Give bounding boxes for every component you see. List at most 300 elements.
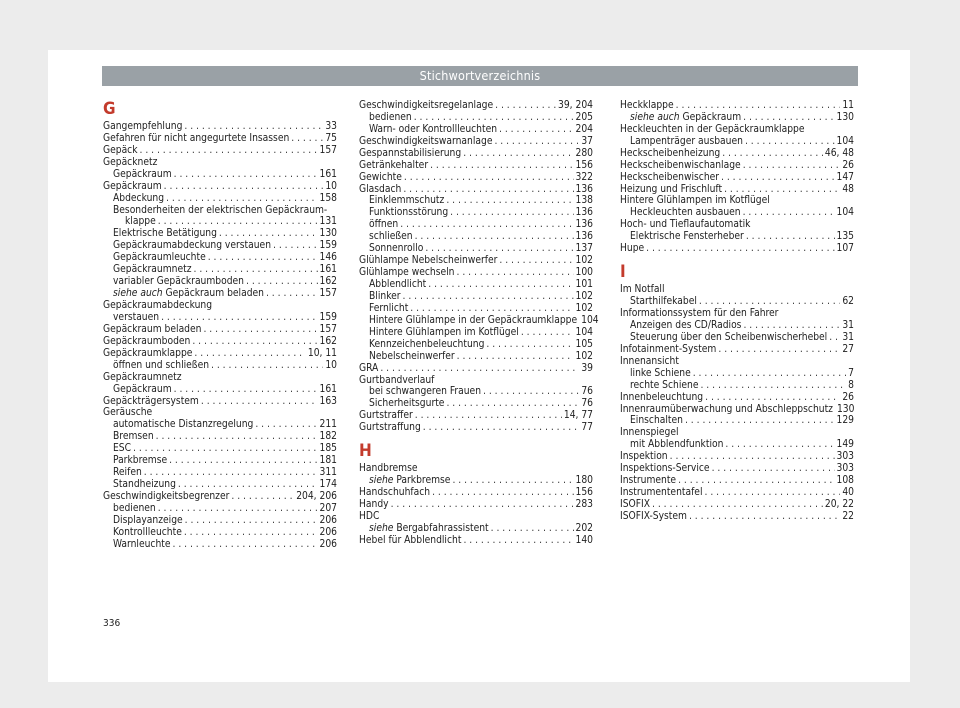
entry-term bbox=[369, 339, 484, 351]
dot-leader bbox=[185, 515, 318, 527]
dot-leader bbox=[192, 336, 317, 348]
entry-term bbox=[113, 252, 206, 264]
entry-page-ref[interactable]: 136 bbox=[575, 207, 593, 219]
entry-page-ref[interactable]: 136 bbox=[575, 231, 593, 243]
entry-page-ref[interactable]: 161 bbox=[319, 264, 337, 276]
index-subentry bbox=[103, 384, 337, 396]
index-subentry bbox=[359, 196, 593, 208]
dot-leader bbox=[721, 172, 834, 184]
index-entry bbox=[620, 427, 854, 439]
dot-leader bbox=[404, 172, 574, 184]
index-entry bbox=[103, 372, 337, 384]
entry-text: Heckleuchten ausbauen bbox=[630, 207, 741, 219]
index-subentry bbox=[359, 314, 599, 327]
dot-leader bbox=[676, 100, 841, 112]
entry-page-ref[interactable]: 102 bbox=[575, 290, 593, 302]
entry-page-ref[interactable]: 48 bbox=[842, 183, 854, 195]
dot-leader bbox=[425, 243, 573, 255]
entry-page-ref[interactable]: 180 bbox=[575, 475, 593, 487]
entry-page-ref[interactable]: 283 bbox=[575, 499, 593, 511]
entry-text: ESC bbox=[113, 443, 132, 455]
dot-leader bbox=[725, 439, 834, 451]
index-subentry bbox=[103, 431, 337, 443]
entry-text: Instrumente bbox=[620, 475, 677, 487]
entry-page-ref[interactable]: 108 bbox=[836, 475, 854, 487]
entry-term bbox=[113, 419, 253, 431]
entry-term bbox=[113, 384, 172, 396]
entry-term bbox=[113, 455, 167, 467]
entry-term bbox=[620, 160, 741, 172]
index-subentry bbox=[620, 296, 854, 308]
dot-leader bbox=[140, 145, 318, 157]
entry-page-ref[interactable]: 31 bbox=[842, 319, 854, 331]
entry-page-ref[interactable]: 46, 48 bbox=[824, 147, 854, 159]
entry-page-ref[interactable]: 204, 206 bbox=[296, 491, 337, 503]
dot-leader bbox=[705, 487, 841, 499]
entry-page-ref[interactable]: 14, 77 bbox=[563, 410, 593, 422]
entry-term bbox=[620, 219, 750, 231]
entry-term bbox=[630, 415, 683, 427]
index-entry bbox=[103, 396, 337, 408]
entry-page-ref[interactable]: 206 bbox=[319, 514, 337, 526]
dot-leader bbox=[173, 539, 318, 551]
entry-page-ref[interactable]: 157 bbox=[319, 144, 337, 156]
entry-text: bedienen bbox=[369, 111, 412, 123]
entry-text: Inspektion bbox=[620, 451, 668, 463]
entry-term bbox=[369, 523, 489, 535]
dot-leader bbox=[646, 243, 834, 255]
entry-page-ref[interactable]: 157 bbox=[319, 323, 337, 335]
entry-term bbox=[359, 100, 493, 112]
entry-page-ref[interactable]: 130 bbox=[836, 403, 855, 415]
entry-page-ref[interactable]: 159 bbox=[319, 311, 337, 323]
index-subentry bbox=[359, 387, 593, 399]
index-subentry bbox=[620, 207, 854, 219]
index-subentry bbox=[103, 288, 337, 300]
entry-page-ref[interactable]: 10 bbox=[325, 180, 337, 192]
dot-leader bbox=[745, 136, 835, 148]
entry-page-ref[interactable]: 136 bbox=[575, 219, 593, 231]
entry-page-ref[interactable]: 102 bbox=[575, 350, 593, 362]
entry-page-ref[interactable]: 140 bbox=[575, 534, 593, 546]
entry-page-ref[interactable]: 185 bbox=[319, 443, 337, 455]
entry-page-ref[interactable]: 100 bbox=[575, 267, 593, 279]
entry-text: Gangempfehlung bbox=[103, 120, 183, 132]
entry-term bbox=[630, 136, 743, 148]
entry-text: Warn- oder Kontrollleuchten bbox=[369, 123, 498, 135]
entry-term bbox=[620, 172, 719, 184]
index-entry bbox=[359, 535, 593, 547]
dot-leader bbox=[161, 312, 317, 324]
entry-page-ref[interactable]: 104 bbox=[581, 314, 599, 326]
index-subentry bbox=[103, 252, 337, 264]
entry-term bbox=[113, 312, 159, 324]
index-entry bbox=[359, 511, 593, 523]
dot-leader bbox=[700, 380, 846, 392]
entry-term bbox=[630, 320, 741, 332]
entry-term bbox=[113, 228, 217, 240]
entry-page-ref[interactable]: 102 bbox=[575, 255, 593, 267]
dot-leader bbox=[403, 184, 573, 196]
entry-page-ref[interactable]: 62 bbox=[842, 296, 854, 308]
entry-text: Hintere Glühlampen im Kotflügel bbox=[369, 326, 519, 338]
entry-term bbox=[113, 431, 154, 443]
entry-page-ref[interactable]: 280 bbox=[575, 147, 593, 159]
index-column-1 bbox=[103, 100, 337, 551]
entry-text: Glühlampe Nebelscheinwerfer bbox=[359, 255, 498, 267]
entry-term bbox=[620, 451, 668, 463]
index-subentry bbox=[103, 193, 337, 205]
entry-page-ref[interactable]: 10, 11 bbox=[307, 347, 337, 359]
entry-term bbox=[113, 503, 156, 515]
entry-text: Glühlampe wechseln bbox=[359, 267, 455, 279]
entry-text: Gepäckraum bbox=[679, 111, 742, 123]
index-entry bbox=[620, 160, 854, 172]
entry-page-ref[interactable]: 149 bbox=[836, 439, 854, 451]
entry-text: Infotainment-System bbox=[620, 343, 717, 355]
index-entry bbox=[103, 133, 337, 145]
entry-text: Nebelscheinwerfer bbox=[369, 350, 455, 362]
entry-term bbox=[630, 439, 723, 451]
index-subentry bbox=[103, 455, 337, 467]
entry-page-ref[interactable]: 102 bbox=[575, 302, 593, 314]
entry-page-ref[interactable]: 211 bbox=[319, 419, 337, 431]
dot-leader bbox=[231, 491, 294, 503]
index-entry bbox=[620, 148, 854, 160]
entry-page-ref[interactable]: 130 bbox=[319, 228, 337, 240]
entry-page-ref[interactable]: 31 bbox=[842, 331, 854, 343]
index-subentry bbox=[103, 276, 337, 288]
entry-text: Sonnenrollo bbox=[369, 243, 424, 255]
entry-text: Gepäckraum bbox=[113, 383, 172, 395]
index-entry bbox=[620, 499, 854, 511]
entry-text: Hupe bbox=[620, 243, 645, 255]
entry-page-ref[interactable]: 131 bbox=[319, 216, 337, 228]
entry-page-ref[interactable]: 156 bbox=[575, 159, 593, 171]
entry-text: Abdeckung bbox=[113, 192, 165, 204]
entry-text: Heckscheibenheizung bbox=[620, 147, 721, 159]
entry-page-ref[interactable]: 161 bbox=[319, 168, 337, 180]
entry-text: automatische Distanzregelung bbox=[113, 419, 254, 431]
dot-leader bbox=[194, 264, 318, 276]
dot-leader bbox=[699, 296, 840, 308]
entry-page-ref[interactable]: 27 bbox=[842, 343, 854, 355]
index-subentry bbox=[359, 243, 593, 255]
entry-term bbox=[620, 392, 703, 404]
entry-page-ref[interactable]: 22 bbox=[842, 510, 854, 522]
entry-page-ref[interactable]: 37 bbox=[581, 135, 593, 147]
index-entry bbox=[103, 300, 337, 312]
entry-term bbox=[113, 205, 327, 217]
dot-leader bbox=[255, 419, 317, 431]
index-subentry bbox=[103, 240, 337, 252]
entry-page-ref[interactable]: 303 bbox=[836, 451, 854, 463]
dot-leader bbox=[184, 527, 318, 539]
entry-page-ref[interactable]: 104 bbox=[836, 207, 854, 219]
index-letter-heading: H bbox=[359, 441, 372, 462]
entry-page-ref[interactable]: 76 bbox=[581, 398, 593, 410]
entry-text: Heckklappe bbox=[620, 99, 674, 111]
entry-page-ref[interactable]: 207 bbox=[319, 502, 337, 514]
see-reference: siehe auch bbox=[113, 288, 163, 300]
entry-page-ref[interactable]: 136 bbox=[575, 183, 593, 195]
entry-text: Gepäckträgersystem bbox=[103, 395, 199, 407]
entry-term bbox=[359, 375, 434, 387]
index-subentry bbox=[359, 327, 593, 339]
dot-leader bbox=[685, 415, 835, 427]
entry-text: Standheizung bbox=[113, 479, 176, 491]
index-subentry bbox=[359, 207, 593, 219]
entry-text: Sicherheitsgurte bbox=[369, 398, 445, 410]
entry-term bbox=[103, 372, 182, 384]
index-subentry bbox=[359, 475, 593, 487]
entry-term bbox=[369, 207, 448, 219]
index-entry bbox=[103, 157, 337, 169]
entry-term bbox=[103, 491, 229, 503]
entry-term bbox=[620, 243, 644, 255]
entry-text: Abblendlicht bbox=[369, 279, 427, 291]
entry-page-ref[interactable]: 39 bbox=[581, 362, 593, 374]
entry-page-ref[interactable]: 20, 22 bbox=[824, 499, 854, 511]
entry-page-ref[interactable]: 205 bbox=[575, 111, 593, 123]
entry-text: Gewichte bbox=[359, 171, 402, 183]
entry-text: Innenraumüberwachung und Abschleppschutz bbox=[620, 403, 833, 415]
entry-text: Hoch- und Tieflaufautomatik bbox=[620, 219, 751, 231]
dot-leader bbox=[446, 398, 579, 410]
dot-leader bbox=[486, 339, 573, 351]
entry-page-ref[interactable]: 137 bbox=[575, 243, 593, 255]
entry-term bbox=[359, 267, 455, 279]
entry-page-ref[interactable]: 174 bbox=[319, 479, 337, 491]
entry-term bbox=[113, 240, 271, 252]
entry-text: Bergabfahrassistent bbox=[393, 522, 489, 534]
entry-text: Gepäckraumabdeckung verstauen bbox=[113, 240, 272, 252]
entry-text: Gurtstraffer bbox=[359, 410, 413, 422]
entry-text: variabler Gepäckraumboden bbox=[113, 276, 244, 288]
entry-text: Gefahren für nicht angegurtete Insassen bbox=[103, 132, 290, 144]
index-subentry bbox=[620, 136, 854, 148]
entry-term bbox=[103, 407, 152, 419]
entry-text: verstauen bbox=[113, 311, 160, 323]
index-subentry bbox=[359, 219, 593, 231]
entry-page-ref[interactable]: 10 bbox=[325, 359, 337, 371]
entry-text: Heckleuchten in der Gepäckraumklappe bbox=[620, 123, 805, 135]
index-entry bbox=[620, 243, 854, 255]
index-entry bbox=[620, 308, 854, 320]
index-entry bbox=[103, 324, 337, 336]
index-entry bbox=[359, 172, 593, 184]
index-subentry bbox=[359, 523, 593, 535]
entry-text: Glasdach bbox=[359, 183, 402, 195]
entry-page-ref[interactable]: 156 bbox=[575, 487, 593, 499]
entry-text: Heckscheibenwischanlage bbox=[620, 159, 741, 171]
entry-text: Gepäcknetz bbox=[103, 156, 158, 168]
entry-term bbox=[103, 157, 157, 169]
entry-page-ref[interactable]: 104 bbox=[575, 326, 593, 338]
index-subentry bbox=[103, 527, 337, 539]
entry-text: Gespannstabilisierung bbox=[359, 147, 462, 159]
entry-term bbox=[113, 443, 131, 455]
entry-page-ref[interactable]: 311 bbox=[319, 467, 337, 479]
entry-page-ref[interactable]: 162 bbox=[319, 335, 337, 347]
entry-page-ref[interactable]: 75 bbox=[325, 132, 337, 144]
index-entry bbox=[359, 136, 593, 148]
entry-text: Innenansicht bbox=[620, 355, 679, 367]
index-entry bbox=[620, 184, 854, 196]
entry-text: Warnleuchte bbox=[113, 538, 171, 550]
entry-page-ref[interactable]: 204 bbox=[575, 123, 593, 135]
entry-text: GRA bbox=[359, 362, 379, 374]
entry-term bbox=[369, 327, 519, 339]
index-column-2 bbox=[359, 99, 599, 547]
entry-term bbox=[369, 351, 455, 363]
index-subentry bbox=[359, 231, 593, 243]
entry-term bbox=[359, 363, 378, 375]
index-entry bbox=[620, 451, 854, 463]
dot-leader bbox=[174, 169, 318, 181]
index-entry bbox=[620, 284, 854, 296]
entry-page-ref[interactable]: 104 bbox=[836, 135, 854, 147]
entry-text: Gepäckraum bbox=[113, 168, 172, 180]
index-entry bbox=[620, 219, 854, 231]
index-entry bbox=[620, 196, 854, 208]
entry-page-ref[interactable]: 206 bbox=[319, 526, 337, 538]
entry-term bbox=[359, 255, 497, 267]
entry-text: Einklemmschutz bbox=[369, 195, 445, 207]
entry-text: Fernlicht bbox=[369, 302, 409, 314]
index-entry bbox=[359, 255, 593, 267]
entry-text: Handschuhfach bbox=[359, 487, 431, 499]
index-entry bbox=[359, 410, 593, 422]
entry-page-ref[interactable]: 162 bbox=[319, 276, 337, 288]
entry-term bbox=[103, 300, 212, 312]
index-subentry bbox=[620, 320, 854, 332]
entry-term bbox=[620, 487, 703, 499]
entry-page-ref[interactable]: 322 bbox=[575, 171, 593, 183]
entry-term bbox=[620, 463, 710, 475]
dot-leader bbox=[432, 487, 573, 499]
entry-page-ref[interactable]: 8 bbox=[848, 379, 854, 391]
dot-leader bbox=[743, 112, 834, 124]
entry-term bbox=[103, 133, 289, 145]
index-entry bbox=[103, 408, 337, 420]
entry-text: ISOFIX bbox=[620, 499, 650, 511]
entry-text: Heckscheibenwischer bbox=[620, 171, 720, 183]
entry-term bbox=[620, 100, 674, 112]
entry-page-ref[interactable]: 303 bbox=[836, 463, 854, 475]
dot-leader bbox=[410, 303, 573, 315]
dot-leader bbox=[430, 160, 573, 172]
index-entry bbox=[103, 336, 337, 348]
index-subentry bbox=[359, 351, 593, 363]
entry-page-ref[interactable]: 163 bbox=[319, 395, 337, 407]
dot-leader bbox=[743, 320, 840, 332]
entry-page-ref[interactable]: 181 bbox=[319, 455, 337, 467]
dot-leader bbox=[415, 410, 562, 422]
index-subentry bbox=[103, 515, 337, 527]
index-subentry bbox=[103, 539, 337, 551]
entry-page-ref[interactable]: 40 bbox=[842, 487, 854, 499]
index-subentry bbox=[620, 112, 854, 124]
entry-term bbox=[103, 396, 199, 408]
index-subentry bbox=[620, 368, 854, 380]
entry-text: bedienen bbox=[113, 502, 156, 514]
dot-leader bbox=[174, 384, 318, 396]
dot-leader bbox=[712, 463, 835, 475]
dot-leader bbox=[705, 392, 840, 404]
entry-page-ref[interactable]: 159 bbox=[319, 240, 337, 252]
index-letter-heading: G bbox=[103, 99, 116, 119]
entry-page-ref[interactable]: 39, 204 bbox=[558, 99, 593, 111]
entry-term bbox=[113, 193, 164, 205]
entry-text: Im Notfall bbox=[620, 284, 665, 296]
entry-text: rechte Schiene bbox=[630, 379, 699, 391]
dot-leader bbox=[463, 148, 573, 160]
entry-page-ref[interactable]: 158 bbox=[319, 192, 337, 204]
dot-leader bbox=[450, 207, 573, 219]
index-subentry bbox=[103, 419, 337, 431]
dot-leader bbox=[743, 207, 835, 219]
index-entry bbox=[620, 511, 854, 523]
entry-page-ref[interactable]: 161 bbox=[319, 383, 337, 395]
entry-term bbox=[359, 463, 418, 475]
entry-term bbox=[630, 368, 691, 380]
entry-term bbox=[113, 479, 176, 491]
entry-page-ref[interactable]: 206 bbox=[319, 538, 337, 550]
dot-leader bbox=[144, 467, 318, 479]
index-column-3 bbox=[620, 100, 854, 523]
entry-term bbox=[620, 184, 722, 196]
entry-page-ref[interactable]: 77 bbox=[581, 422, 593, 434]
entry-text: Gepäckraumleuchte bbox=[113, 252, 206, 264]
entry-text: Funktionsstörung bbox=[369, 207, 449, 219]
entry-text: Gepäckraumabdeckung bbox=[103, 300, 213, 312]
entry-page-ref[interactable]: 26 bbox=[842, 159, 854, 171]
entry-page-ref[interactable]: 76 bbox=[581, 386, 593, 398]
see-reference: siehe auch bbox=[630, 111, 680, 123]
entry-page-ref[interactable]: 101 bbox=[575, 279, 593, 291]
entry-page-ref[interactable]: 135 bbox=[836, 231, 854, 243]
entry-page-ref[interactable]: 11 bbox=[842, 99, 854, 111]
entry-page-ref[interactable]: 129 bbox=[836, 415, 854, 427]
entry-page-ref[interactable]: 182 bbox=[319, 431, 337, 443]
index-entry bbox=[359, 375, 593, 387]
entry-page-ref[interactable]: 147 bbox=[836, 171, 854, 183]
dot-leader bbox=[452, 475, 573, 487]
entry-page-ref[interactable]: 26 bbox=[842, 391, 854, 403]
entry-page-ref[interactable]: 33 bbox=[325, 120, 337, 132]
dot-leader bbox=[457, 267, 574, 279]
entry-text: Anzeigen des CD/Radios bbox=[630, 319, 742, 331]
entry-page-ref[interactable]: 107 bbox=[836, 243, 854, 255]
entry-page-ref[interactable]: 130 bbox=[836, 111, 854, 123]
entry-text: bei schwangeren Frauen bbox=[369, 386, 482, 398]
entry-page-ref[interactable]: 146 bbox=[319, 252, 337, 264]
index-subentry bbox=[359, 398, 593, 410]
entry-page-ref[interactable]: 138 bbox=[575, 195, 593, 207]
entry-text: Gepäckraum beladen bbox=[103, 323, 202, 335]
dot-leader bbox=[266, 288, 318, 300]
entry-text: ISOFIX-System bbox=[620, 510, 687, 522]
entry-page-ref[interactable]: 157 bbox=[319, 288, 337, 300]
dot-leader bbox=[133, 443, 317, 455]
entry-text: Heizung und Frischluft bbox=[620, 183, 723, 195]
dot-leader bbox=[652, 499, 823, 511]
entry-term bbox=[369, 303, 408, 315]
entry-page-ref[interactable]: 202 bbox=[575, 522, 593, 534]
entry-page-ref[interactable]: 105 bbox=[575, 338, 593, 350]
entry-page-ref[interactable]: 7 bbox=[848, 367, 854, 379]
